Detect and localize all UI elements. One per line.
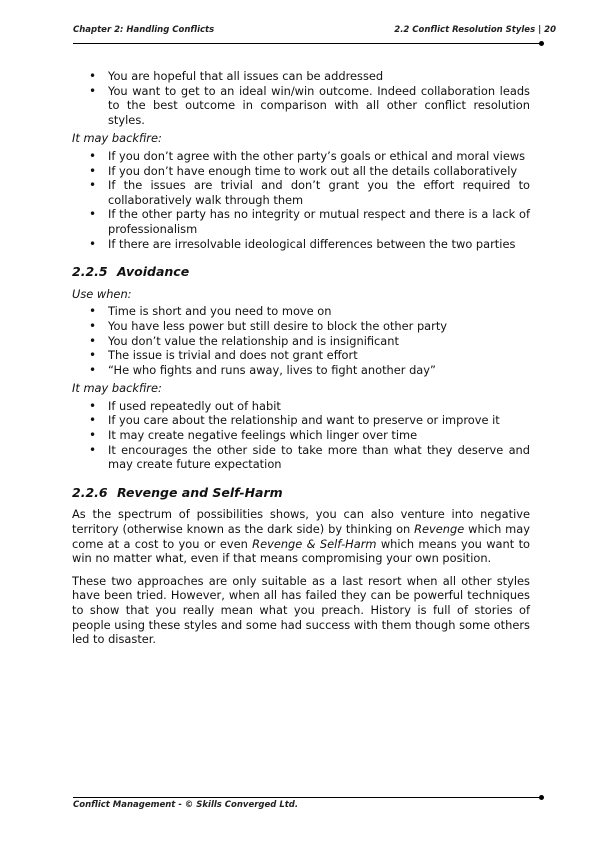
collaboration-backfire-label: It may backfire: <box>72 131 162 146</box>
footer-rule-dot <box>539 795 544 800</box>
list-item: • If you don’t agree with the other party’s goals or ethical and moral views <box>72 149 530 164</box>
header-rule-dot <box>539 41 544 46</box>
list-item: • If used repeatedly out of habit <box>72 399 530 414</box>
paragraph-text: which may come at a cost to you or even <box>72 522 530 551</box>
list-item: • You are hopeful that all issues can be addressed <box>72 69 530 84</box>
list-item: • It may create negative feelings which linger over time <box>72 428 530 443</box>
list-item: • If the issues are trivial and don’t grant you the effort required to collaboratively walk through them <box>72 178 530 207</box>
list-item: • It encourages the other side to take more than what they deserve and may create future expectation <box>72 443 530 472</box>
page-content <box>72 69 530 655</box>
collaboration-backfire-list <box>72 149 530 251</box>
list-item: • If there are irresolvable ideological differences between the two parties <box>72 237 530 252</box>
revenge-paragraph-1 <box>72 507 530 565</box>
list-item: • If you care about the relationship and want to preserve or improve it <box>72 413 530 428</box>
list-item: • Time is short and you need to move on <box>72 304 530 319</box>
section-heading-avoidance <box>72 265 530 280</box>
list-item: • If you don’t have enough time to work out all the details collaboratively <box>72 164 530 179</box>
section-number: 2.2.6 <box>72 484 108 500</box>
revenge-paragraph-2: These two approaches are only suitable as a last resort when all other styles have been tried. However, when all has failed they can be powerful techniques to show that you really mean what you preach. History is full of stories of people using these styles and some had success with them though some others led to disaster. <box>72 573 530 647</box>
emphasis-revenge-self-harm: Revenge & Self-Harm <box>252 536 377 551</box>
avoidance-use-list <box>72 304 530 377</box>
header-rule <box>73 43 541 44</box>
footer-rule <box>73 797 541 798</box>
header-section-page: 2.2 Conflict Resolution Styles | 20 <box>394 25 556 35</box>
page-footer: Conflict Management - © Skills Converged Ltd. <box>73 800 299 810</box>
list-item: • You have less power but still desire to block the other party <box>72 319 530 334</box>
collaboration-use-list <box>72 69 530 127</box>
section-title: Avoidance <box>117 264 190 280</box>
section-title: Revenge and Self-Harm <box>117 484 283 500</box>
list-item: • “He who fights and runs away, lives to fight another day” <box>72 363 530 378</box>
header-chapter: Chapter 2: Handling Conflicts <box>73 25 215 35</box>
list-item: • You don’t value the relationship and is insignificant <box>72 334 530 349</box>
avoidance-backfire-list <box>72 399 530 472</box>
section-heading-revenge <box>72 486 530 501</box>
page-header <box>73 25 556 39</box>
list-item: • If the other party has no integrity or mutual respect and there is a lack of professionalism <box>72 207 530 236</box>
list-item: • The issue is trivial and does not grant effort <box>72 348 530 363</box>
emphasis-revenge: Revenge <box>414 522 465 537</box>
paragraph-text: As the spectrum of possibilities shows, you can also venture into negative territory (otherwise known as the dark side) by thinking on <box>72 507 530 537</box>
avoidance-backfire-label: It may backfire: <box>72 381 162 396</box>
paragraph-text: which means you want to win no matter what, even if that means compromising your own position. <box>72 536 531 566</box>
section-number: 2.2.5 <box>72 264 108 280</box>
list-item: • You want to get to an ideal win/win outcome. Indeed collaboration leads to the best outcome in comparison with all other conflict resolution styles. <box>72 84 530 128</box>
avoidance-use-label: Use when: <box>72 286 132 301</box>
